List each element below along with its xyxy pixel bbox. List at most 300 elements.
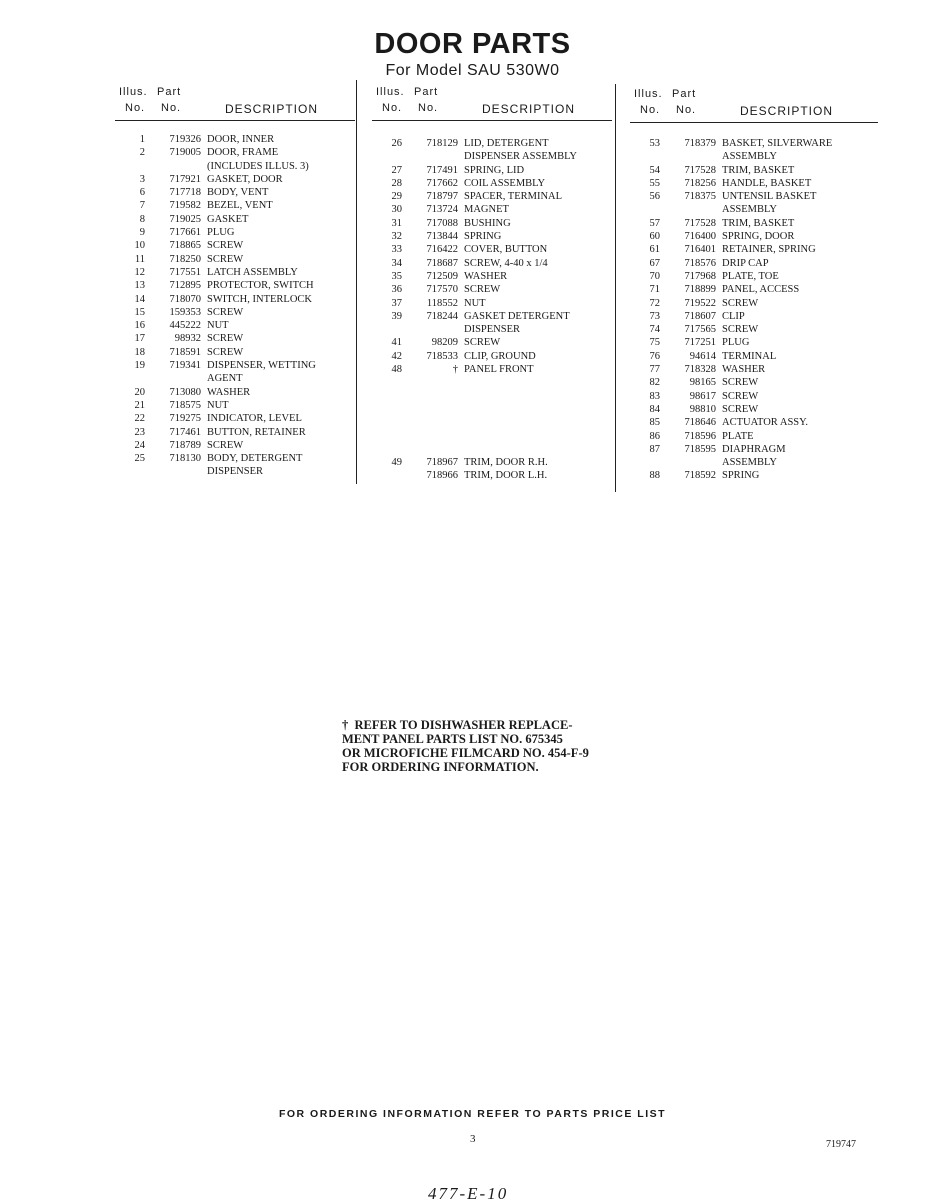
table-row (372, 230, 612, 243)
illus-number: 12 (134, 266, 145, 278)
part-description: LATCH ASSEMBLY (207, 266, 298, 278)
part-number: 717528 (684, 217, 716, 229)
table-row (115, 332, 355, 345)
part-number: 717565 (684, 324, 716, 336)
part-number: 717570 (426, 284, 458, 296)
part-number: 445222 (169, 320, 201, 332)
part-number: 719582 (169, 200, 201, 212)
illus-number: 30 (391, 204, 402, 216)
illus-number: 22 (134, 413, 145, 425)
header-part-no: No. (676, 104, 697, 116)
illus-number: 20 (134, 386, 145, 398)
part-description: SPRING, DOOR (722, 231, 795, 243)
table-row (630, 257, 878, 270)
parts-list (372, 137, 612, 483)
table-row (630, 363, 878, 376)
illus-number: 86 (649, 430, 660, 442)
table-row (115, 239, 355, 252)
illus-number: 55 (649, 177, 660, 189)
part-description: BUTTON, RETAINER (207, 426, 306, 438)
part-number: 718591 (169, 346, 201, 358)
column-divider-2 (615, 84, 616, 492)
part-description: WASHER (464, 270, 508, 282)
part-description: CLIP, GROUND (464, 350, 536, 362)
header-part-no: No. (418, 102, 439, 114)
part-description: TRIM, BASKET (722, 217, 795, 229)
table-row (115, 266, 355, 279)
part-description: BODY, VENT (207, 187, 269, 199)
table-row (630, 217, 878, 230)
illus-number: 73 (649, 310, 660, 322)
table-row (372, 350, 612, 363)
table-row (115, 346, 355, 359)
part-description: LID, DETERGENT (464, 138, 549, 149)
part-description: UNTENSIL BASKET (722, 191, 817, 203)
header-description: DESCRIPTION (225, 102, 319, 116)
part-number: 718899 (684, 284, 716, 296)
table-row (115, 359, 355, 372)
part-number: 717528 (684, 164, 716, 176)
illus-number: 21 (134, 399, 145, 411)
table-row (115, 279, 355, 292)
table-row (372, 310, 612, 323)
table-row (115, 213, 355, 226)
part-number: 718596 (684, 430, 716, 442)
part-description: PANEL, ACCESS (722, 284, 800, 296)
panel-footnote: † REFER TO DISHWASHER REPLACE- MENT PANEL PARTS LIST NO. 675345 OR MICROFICHE FILMCARD NO. 454-F-9 FOR ORDERING INFORMATION. (342, 718, 589, 774)
part-description: BUSHING (464, 217, 511, 229)
part-number: 98932 (174, 333, 201, 345)
table-row (115, 412, 355, 425)
part-number: 98165 (689, 377, 716, 389)
illus-number: 87 (649, 443, 660, 455)
table-row (630, 469, 878, 482)
part-number: 713724 (426, 204, 458, 216)
document-number: 719747 (826, 1139, 856, 1150)
part-number: 718379 (684, 138, 716, 149)
part-description: BEZEL, VENT (207, 200, 273, 212)
part-description: NUT (464, 297, 486, 309)
part-number: 718789 (169, 439, 201, 451)
header-illus-no: No. (125, 102, 146, 114)
part-description: PLUG (722, 337, 750, 349)
table-row (630, 283, 878, 296)
table-row (630, 230, 878, 243)
header-illus-no: No. (640, 104, 661, 116)
illus-number: 2 (139, 147, 145, 159)
table-row (630, 390, 878, 403)
part-description: NUT (207, 320, 229, 332)
part-number: 718250 (169, 253, 201, 265)
part-number: 718967 (426, 457, 458, 469)
illus-number: 27 (391, 164, 402, 176)
part-number: 118552 (426, 297, 458, 309)
part-description: WASHER (207, 386, 251, 398)
illus-number: 70 (649, 270, 660, 282)
illus-number: 54 (649, 164, 660, 176)
illus-number: 8 (139, 213, 145, 225)
part-number: 718592 (684, 470, 716, 482)
part-number: 717551 (169, 266, 201, 278)
illus-number: 34 (391, 257, 402, 269)
part-description: COIL ASSEMBLY (464, 177, 546, 189)
table-row (630, 430, 878, 443)
part-description: INDICATOR, LEVEL (207, 413, 302, 425)
table-row (372, 217, 612, 230)
table-row (372, 469, 612, 482)
illus-number: 28 (391, 177, 402, 189)
part-description: DISPENSER (464, 324, 521, 336)
page-subtitle: For Model SAU 530W0 (385, 62, 560, 79)
part-number: 717661 (169, 227, 201, 239)
part-description: PANEL FRONT (464, 364, 534, 376)
part-description: WASHER (722, 364, 766, 376)
part-description: DOOR, FRAME (207, 147, 279, 159)
illus-number: 84 (649, 403, 660, 415)
part-number: 717968 (684, 270, 716, 282)
part-description: ASSEMBLY (722, 457, 777, 469)
illus-number: 10 (134, 240, 145, 252)
part-description: COVER, BUTTON (464, 244, 548, 256)
table-row (115, 186, 355, 199)
illus-number: 32 (391, 231, 402, 243)
part-number: 718865 (169, 240, 201, 252)
part-description: DRIP CAP (722, 257, 769, 269)
part-number: 716401 (684, 244, 716, 256)
part-description: DOOR, INNER (207, 134, 275, 145)
part-description: SPRING, LID (464, 164, 525, 176)
part-description: SCREW, 4-40 x 1/4 (464, 257, 548, 269)
part-number: 712509 (426, 270, 458, 282)
column-header (115, 84, 355, 121)
illus-number: 37 (391, 297, 402, 309)
part-description: TRIM, DOOR R.H. (464, 457, 548, 469)
table-row (630, 456, 878, 469)
part-description: BODY, DETERGENT (207, 453, 303, 465)
page-title: DOOR PARTS (374, 28, 571, 60)
illus-number: 48 (391, 364, 402, 376)
part-description: SCREW (722, 297, 759, 309)
illus-number: 36 (391, 284, 402, 296)
header-description: DESCRIPTION (482, 102, 576, 116)
table-row (115, 133, 355, 146)
table-row (115, 452, 355, 465)
parts-column-1 (115, 84, 355, 479)
part-number: 94614 (689, 350, 716, 362)
part-description: TRIM, DOOR L.H. (464, 470, 548, 482)
part-number: 712895 (169, 280, 201, 292)
part-description: SCREW (207, 346, 244, 358)
part-number: 719275 (169, 413, 201, 425)
part-description: TRIM, BASKET (722, 164, 795, 176)
part-number: 719341 (169, 360, 201, 372)
part-description: SCREW (207, 333, 244, 345)
part-number: 718687 (426, 257, 458, 269)
part-description: ASSEMBLY (722, 151, 777, 163)
part-description: BASKET, SILVERWARE (722, 138, 833, 149)
table-row (372, 164, 612, 177)
illus-number: 49 (391, 457, 402, 469)
header-part: Part (672, 88, 697, 100)
illus-number: 85 (649, 417, 660, 429)
header-part-no: No. (161, 102, 182, 114)
parts-list (630, 137, 878, 483)
illus-number: 75 (649, 337, 660, 349)
illus-number: 23 (134, 426, 145, 438)
page-number: 3 (470, 1133, 476, 1145)
column-divider-1 (356, 80, 357, 484)
part-description: PLATE, TOE (722, 270, 779, 282)
part-description: RETAINER, SPRING (722, 244, 816, 256)
part-number: 717088 (426, 217, 458, 229)
table-row (372, 336, 612, 349)
part-description: DISPENSER (207, 466, 264, 478)
part-description: AGENT (207, 373, 243, 385)
table-row (115, 439, 355, 452)
column-header (372, 84, 612, 121)
part-description: MAGNET (464, 204, 509, 216)
part-description: GASKET DETERGENT (464, 310, 570, 322)
table-row (115, 293, 355, 306)
table-row (630, 177, 878, 190)
part-number: 718070 (169, 293, 201, 305)
table-row (115, 173, 355, 186)
part-number: 717461 (169, 426, 201, 438)
table-row (372, 403, 612, 416)
part-description: SPACER, TERMINAL (464, 191, 563, 203)
part-description: PLUG (207, 227, 235, 239)
part-number: 718966 (426, 470, 458, 482)
illus-number: 25 (134, 453, 145, 465)
illus-number: 39 (391, 310, 402, 322)
ordering-note: FOR ORDERING INFORMATION REFER TO PARTS PRICE LIST (278, 1108, 667, 1120)
table-row (630, 403, 878, 416)
part-description: SCREW (464, 284, 501, 296)
illus-number: 17 (134, 333, 145, 345)
table-row (372, 390, 612, 403)
illus-number: 13 (134, 280, 145, 292)
table-row (115, 146, 355, 159)
part-description: SCREW (464, 337, 501, 349)
part-number: 98617 (689, 390, 716, 402)
part-description: DIAPHRAGM (722, 443, 786, 455)
table-row (630, 336, 878, 349)
illus-number: 14 (134, 293, 145, 305)
illus-number: 24 (134, 439, 145, 451)
table-row (630, 270, 878, 283)
illus-number: 71 (649, 284, 660, 296)
part-number: 717251 (684, 337, 716, 349)
illus-number: 42 (391, 350, 402, 362)
table-row (115, 426, 355, 439)
table-row (372, 363, 612, 376)
column-header (630, 86, 878, 123)
table-row (630, 164, 878, 177)
table-row (372, 283, 612, 296)
table-row (372, 430, 612, 443)
table-row (630, 243, 878, 256)
illus-number: 61 (649, 244, 660, 256)
part-description: CLIP (722, 310, 745, 322)
part-description: SCREW (207, 253, 244, 265)
part-number: 713844 (426, 231, 458, 243)
part-description: HANDLE, BASKET (722, 177, 812, 189)
handwritten-note: 477-E-10 (428, 1184, 509, 1203)
illus-number: 16 (134, 320, 145, 332)
table-row (115, 465, 355, 478)
table-row (115, 386, 355, 399)
table-row (115, 199, 355, 212)
illus-number: 6 (139, 187, 145, 199)
part-number: 718244 (426, 310, 458, 322)
table-row (630, 190, 878, 203)
part-description: (INCLUDES ILLUS. 3) (207, 160, 309, 172)
part-description: SCREW (207, 240, 244, 252)
part-number: 98810 (689, 403, 716, 415)
table-row (115, 319, 355, 332)
part-number: 159353 (169, 306, 201, 318)
part-number: 717921 (169, 173, 201, 185)
part-number: 718129 (426, 138, 458, 149)
table-row (115, 399, 355, 412)
part-number: 719522 (684, 297, 716, 309)
part-description: PROTECTOR, SWITCH (207, 280, 314, 292)
part-number: † (452, 364, 458, 376)
part-description: DISPENSER, WETTING (207, 360, 316, 372)
table-row (630, 376, 878, 389)
parts-column-2 (372, 84, 612, 483)
table-row (630, 137, 878, 150)
illus-number: 19 (134, 360, 145, 372)
part-description: SCREW (722, 377, 759, 389)
part-number: 718595 (684, 443, 716, 455)
illus-number: 74 (649, 324, 660, 336)
table-row (115, 226, 355, 239)
part-number: 718533 (426, 350, 458, 362)
illus-number: 67 (649, 257, 660, 269)
illus-number: 88 (649, 470, 660, 482)
table-row (115, 306, 355, 319)
table-row (372, 416, 612, 429)
part-number: 713080 (169, 386, 201, 398)
illus-number: 60 (649, 231, 660, 243)
part-number: 719005 (169, 147, 201, 159)
illus-number: 7 (139, 200, 145, 212)
part-description: NUT (207, 399, 229, 411)
part-description: TERMINAL (722, 350, 777, 362)
part-description: SCREW (207, 439, 244, 451)
part-description: SPRING (722, 470, 760, 482)
illus-number: 35 (391, 270, 402, 282)
table-row (372, 137, 612, 150)
illus-number: 82 (649, 377, 660, 389)
table-row (372, 150, 612, 163)
part-description: SPRING (464, 231, 502, 243)
table-row (372, 443, 612, 456)
table-row (372, 203, 612, 216)
table-row (630, 323, 878, 336)
table-row (630, 150, 878, 163)
illus-number: 76 (649, 350, 660, 362)
table-row (630, 416, 878, 429)
part-number: 718375 (684, 191, 716, 203)
table-row (372, 177, 612, 190)
illus-number: 31 (391, 217, 402, 229)
part-number: 717491 (426, 164, 458, 176)
illus-number: 83 (649, 390, 660, 402)
header-description: DESCRIPTION (740, 104, 834, 118)
table-row (630, 443, 878, 456)
table-row (372, 257, 612, 270)
illus-number: 1 (139, 134, 145, 145)
table-row (372, 270, 612, 283)
part-number: 719326 (169, 134, 201, 145)
table-row (372, 243, 612, 256)
part-number: 718607 (684, 310, 716, 322)
table-row (630, 297, 878, 310)
part-description: PLATE (722, 430, 754, 442)
illus-number: 18 (134, 346, 145, 358)
part-description: SWITCH, INTERLOCK (207, 293, 312, 305)
header-illus: Illus. (376, 86, 405, 98)
table-row (372, 376, 612, 389)
part-description: ASSEMBLY (722, 204, 777, 216)
illus-number: 15 (134, 306, 145, 318)
part-number: 718646 (684, 417, 716, 429)
part-description: DISPENSER ASSEMBLY (464, 151, 578, 163)
header-illus: Illus. (634, 88, 663, 100)
part-number: 717662 (426, 177, 458, 189)
part-number: 718130 (169, 453, 201, 465)
table-row (115, 253, 355, 266)
table-row (115, 372, 355, 385)
part-number: 717718 (169, 187, 201, 199)
part-description: GASKET, DOOR (207, 173, 283, 185)
illus-number: 29 (391, 191, 402, 203)
parts-column-3 (630, 86, 878, 483)
part-description: SCREW (722, 403, 759, 415)
table-row (372, 323, 612, 336)
part-description: SCREW (722, 324, 759, 336)
illus-number: 26 (391, 138, 402, 149)
part-number: 716400 (684, 231, 716, 243)
illus-number: 77 (649, 364, 660, 376)
part-number: 98209 (431, 337, 458, 349)
table-row (630, 310, 878, 323)
part-description: SCREW (207, 306, 244, 318)
part-description: SCREW (722, 390, 759, 402)
part-description: GASKET (207, 213, 249, 225)
illus-number: 53 (649, 138, 660, 149)
table-row (372, 297, 612, 310)
illus-number: 11 (134, 253, 145, 265)
part-description: ACTUATOR ASSY. (722, 417, 808, 429)
header-illus: Illus. (119, 86, 148, 98)
part-number: 718328 (684, 364, 716, 376)
parts-list (115, 133, 355, 479)
illus-number: 33 (391, 244, 402, 256)
table-row (630, 203, 878, 216)
part-number: 716422 (426, 244, 458, 256)
illus-number: 9 (139, 227, 145, 239)
header-part: Part (414, 86, 439, 98)
table-row (630, 350, 878, 363)
part-number: 718576 (684, 257, 716, 269)
part-number: 718797 (426, 191, 458, 203)
illus-number: 3 (139, 173, 145, 185)
table-row (372, 456, 612, 469)
illus-number: 57 (649, 217, 660, 229)
